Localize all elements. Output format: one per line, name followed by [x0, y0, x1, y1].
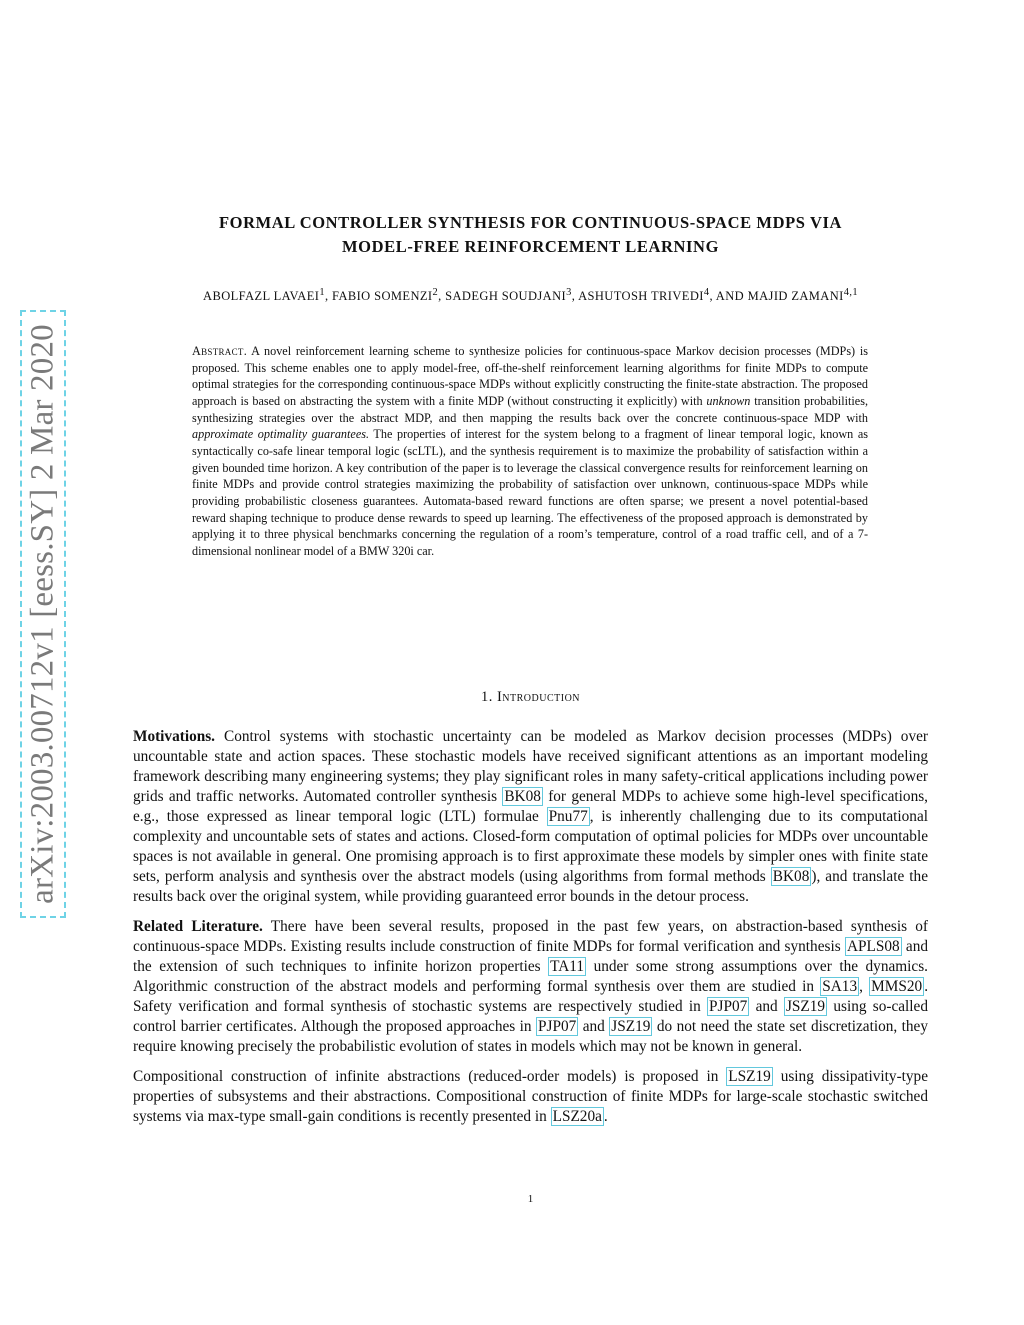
citation-link[interactable]: LSZ19 [728, 1068, 771, 1085]
paragraph-text: using dissipativity-type properties of subsystems and their abstractions. Compositional construction of finite MDPs for large-scale stochastic switched systems via max-type small-gain conditions is recently presented in [133, 1068, 928, 1125]
abstract-text: A novel reinforcement learning scheme to synthesize policies for continuous-space Markov decision processes (MDPs) is proposed. This scheme enables one to apply model-free, off-the-shelf reinforcement learning algorithms for finite MDPs to compute optimal strategies for the corresponding continuous-space MDPs without explicitly constructing the finite-state abstraction. The proposed approach is based on abstracting the system with a finite MDP (without constructing it explicitly) with [192, 344, 868, 408]
body-text [133, 727, 928, 1137]
paragraph-text: for general MDPs to achieve some high-level specifications, e.g., those expressed as linear temporal logic (LTL) formulae [133, 788, 928, 825]
paragraph-text: ), and translate the results back over the original system, while providing guaranteed error bounds in the detour process. [133, 868, 928, 905]
author-affiliation: 4,1 [843, 287, 858, 298]
author-separator: , [571, 289, 579, 304]
author-name: SADEGH SOUDJANI [445, 289, 567, 304]
page-number: 1 [527, 1193, 534, 1205]
citation-link[interactable]: MMS20 [871, 978, 923, 995]
paragraph-text: do not need the state set discretization, they require knowing precisely the probabilistic evolution of states in models which may not be known in general. [133, 1018, 928, 1055]
author-separator: , [438, 289, 446, 304]
author-and: , AND [709, 289, 748, 304]
paragraph-text: , is inherently challenging due to its computational complexity and uncountable sets of states and actions. Closed-form computation of optimal policies for MDPs over uncountable spaces is not available in general. One promising approach is to first approximate these models by simpler ones with finite state sets, perform analysis and synthesis over the abstract models (using algorithms from formal methods [133, 808, 928, 885]
abstract-label: Abstract. [192, 344, 248, 358]
citation-link[interactable]: Pnu77 [548, 808, 588, 825]
citation-link[interactable]: PJP07 [538, 1018, 577, 1035]
section-number: 1. [480, 689, 497, 705]
paper-title [133, 211, 928, 259]
title-line-2: MODEL-FREE REINFORCEMENT LEARNING [341, 237, 720, 256]
citation-link[interactable]: TA11 [550, 958, 585, 975]
paragraph-label: Related Literature. [133, 918, 263, 935]
section-title: Introduction [496, 689, 581, 705]
paragraph-compositional [133, 1067, 928, 1127]
citation-link[interactable]: JSZ19 [611, 1018, 651, 1035]
abstract-text: The properties of interest for the system belong to a fragment of linear temporal logic, known as syntactically co-safe linear temporal logic (scLTL), and the synthesis requirement is to maximize the probability of satisfaction within a given bounded time horizon. A key contribution of the paper is to leverage the classical convergence results for reinforcement learning on finite MDPs and provide control strategies maximizing the probability of satisfaction over unknown, continuous-space MDPs while providing probabilistic closeness guarantees. Automata-based reward functions are often sparse; we present a novel potential-based reward shaping technique to produce dense rewards to speed up learning. The effectiveness of the proposed approach is demonstrated by applying it to three physical benchmarks concerning the regulation of a room’s temperature, control of a road traffic cell, and of a 7-dimensional nonlinear model of a BMW 320i car. [192, 427, 869, 558]
abstract [192, 343, 868, 560]
citation-link[interactable]: BK08 [772, 868, 810, 885]
arxiv-stamp [20, 310, 66, 918]
paragraph-text: and [578, 1018, 610, 1035]
citation-link[interactable]: BK08 [504, 788, 541, 805]
paragraph-related-literature [133, 917, 928, 1057]
author-name: ASHUTOSH TRIVEDI [578, 289, 704, 304]
paragraph-text: Compositional construction of infinite abstractions (reduced-order models) is proposed in [133, 1068, 727, 1085]
citation-link[interactable]: PJP07 [709, 998, 748, 1015]
paragraph-text: . Safety verification and formal synthesis of stochastic systems are respectively studied in [133, 978, 929, 1015]
citation-link[interactable]: JSZ19 [785, 998, 826, 1015]
paragraph-text: under some strong assumptions over the dynamics. Algorithmic construction of the abstract models and performing formal synthesis over them are studied in [133, 958, 928, 995]
arxiv-id: arXiv:2003.00712v1 [eess.SY] 2 Mar 2020 [24, 324, 61, 904]
author-list [133, 287, 928, 304]
citation-link[interactable]: LSZ20a [552, 1108, 602, 1125]
title-line-1: FORMAL CONTROLLER SYNTHESIS FOR CONTINUOUS-SPACE MDPS VIA [218, 213, 843, 232]
author-affiliation: 1 [319, 287, 325, 298]
citation-link[interactable]: SA13 [822, 978, 858, 995]
paragraph-motivations [133, 727, 928, 907]
paragraph-label: Motivations. [133, 728, 216, 745]
author-affiliation: 3 [566, 287, 572, 298]
abstract-emphasis: unknown [706, 393, 751, 408]
paragraph-text: . [603, 1108, 608, 1125]
paragraph-text: There have been several results, proposed in the past few years, on abstraction-based synthesis of continuous-space MDPs. Existing results include construction of finite MDPs for formal verification and synthesis [133, 918, 928, 955]
author-name: ABOLFAZL LAVAEI [203, 289, 320, 304]
paragraph-text: and [749, 998, 784, 1015]
author-separator: , [324, 289, 333, 304]
paragraph-text: Control systems with stochastic uncertainty can be modeled as Markov decision processes (MDPs) over uncountable state and action spaces. These stochastic models have received significant attentions as an important modeling framework describing many engineering systems; they play significant roles in many safety-critical applications including power grids and traffic networks. Automated controller synthesis [133, 728, 928, 805]
abstract-text: transition probabilities, synthesizing strategies over the abstract MDP, and then mapping the results back over the concrete continuous-space MDP with [192, 393, 868, 425]
paragraph-text: using so-called control barrier certificates. Although the proposed approaches in [133, 998, 928, 1035]
section-heading [133, 689, 928, 706]
author-affiliation: 2 [432, 287, 439, 298]
author-name: FABIO SOMENZI [332, 289, 433, 304]
paragraph-text: and the extension of such techniques to infinite horizon properties [133, 938, 928, 975]
author-name: MAJID ZAMANI [747, 289, 844, 304]
citation-link[interactable]: APLS08 [846, 938, 900, 955]
author-affiliation: 4 [703, 287, 710, 298]
abstract-emphasis: approximate optimality guarantees. [192, 427, 370, 442]
paragraph-text: , [859, 978, 870, 995]
